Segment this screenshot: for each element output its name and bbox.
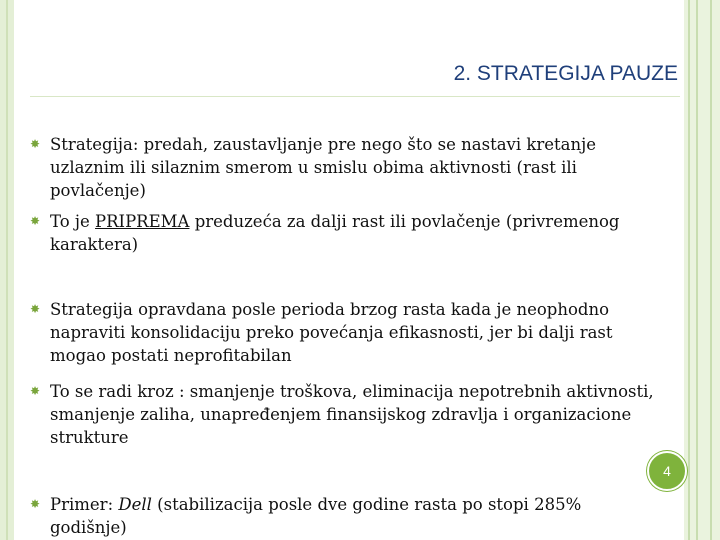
bullet-icon: ✸	[30, 214, 41, 228]
bullet-text: Strategija: predah, zaustavljanje pre nego što se nastavi kretanje uzlaznim ili silaznim smerom u smislu obima aktivnosti (rast ili povlačenje)	[50, 135, 597, 200]
bullet-item	[30, 298, 660, 367]
bullet-icon: ✸	[30, 302, 41, 316]
bullet-item	[30, 493, 660, 539]
bullet-icon: ✸	[30, 137, 41, 151]
bullet-item	[30, 133, 660, 202]
bullet-text: To se radi kroz : smanjenje troškova, eliminacija nepotrebnih aktivnosti, smanjenje zaliha, unapređenjem finansijskog zdravlja i organizacione strukture	[50, 382, 654, 447]
bullet-item	[30, 380, 660, 449]
title-rule	[30, 96, 680, 97]
bullet-item	[30, 210, 660, 256]
page-number-badge: 4	[647, 451, 687, 491]
bullet-text: To je PRIPREMA preduzeća za dalji rast ili povlačenje (privremenog karaktera)	[50, 212, 620, 254]
bullet-text: Primer: Dell (stabilizacija posle dve godine rasta po stopi 285% godišnje)	[50, 495, 582, 537]
slide-title: 2. STRATEGIJA PAUZE	[453, 62, 678, 85]
right-decorative-border	[684, 0, 720, 540]
bullet-icon: ✸	[30, 384, 41, 398]
left-decorative-border	[0, 0, 14, 540]
bullet-text: Strategija opravdana posle perioda brzog rasta kada je neophodno napraviti konsolidaciju preko povećanja efikasnosti, jer bi dalji rast mogao postati neprofitabilan	[50, 300, 613, 365]
bullet-icon: ✸	[30, 497, 41, 511]
